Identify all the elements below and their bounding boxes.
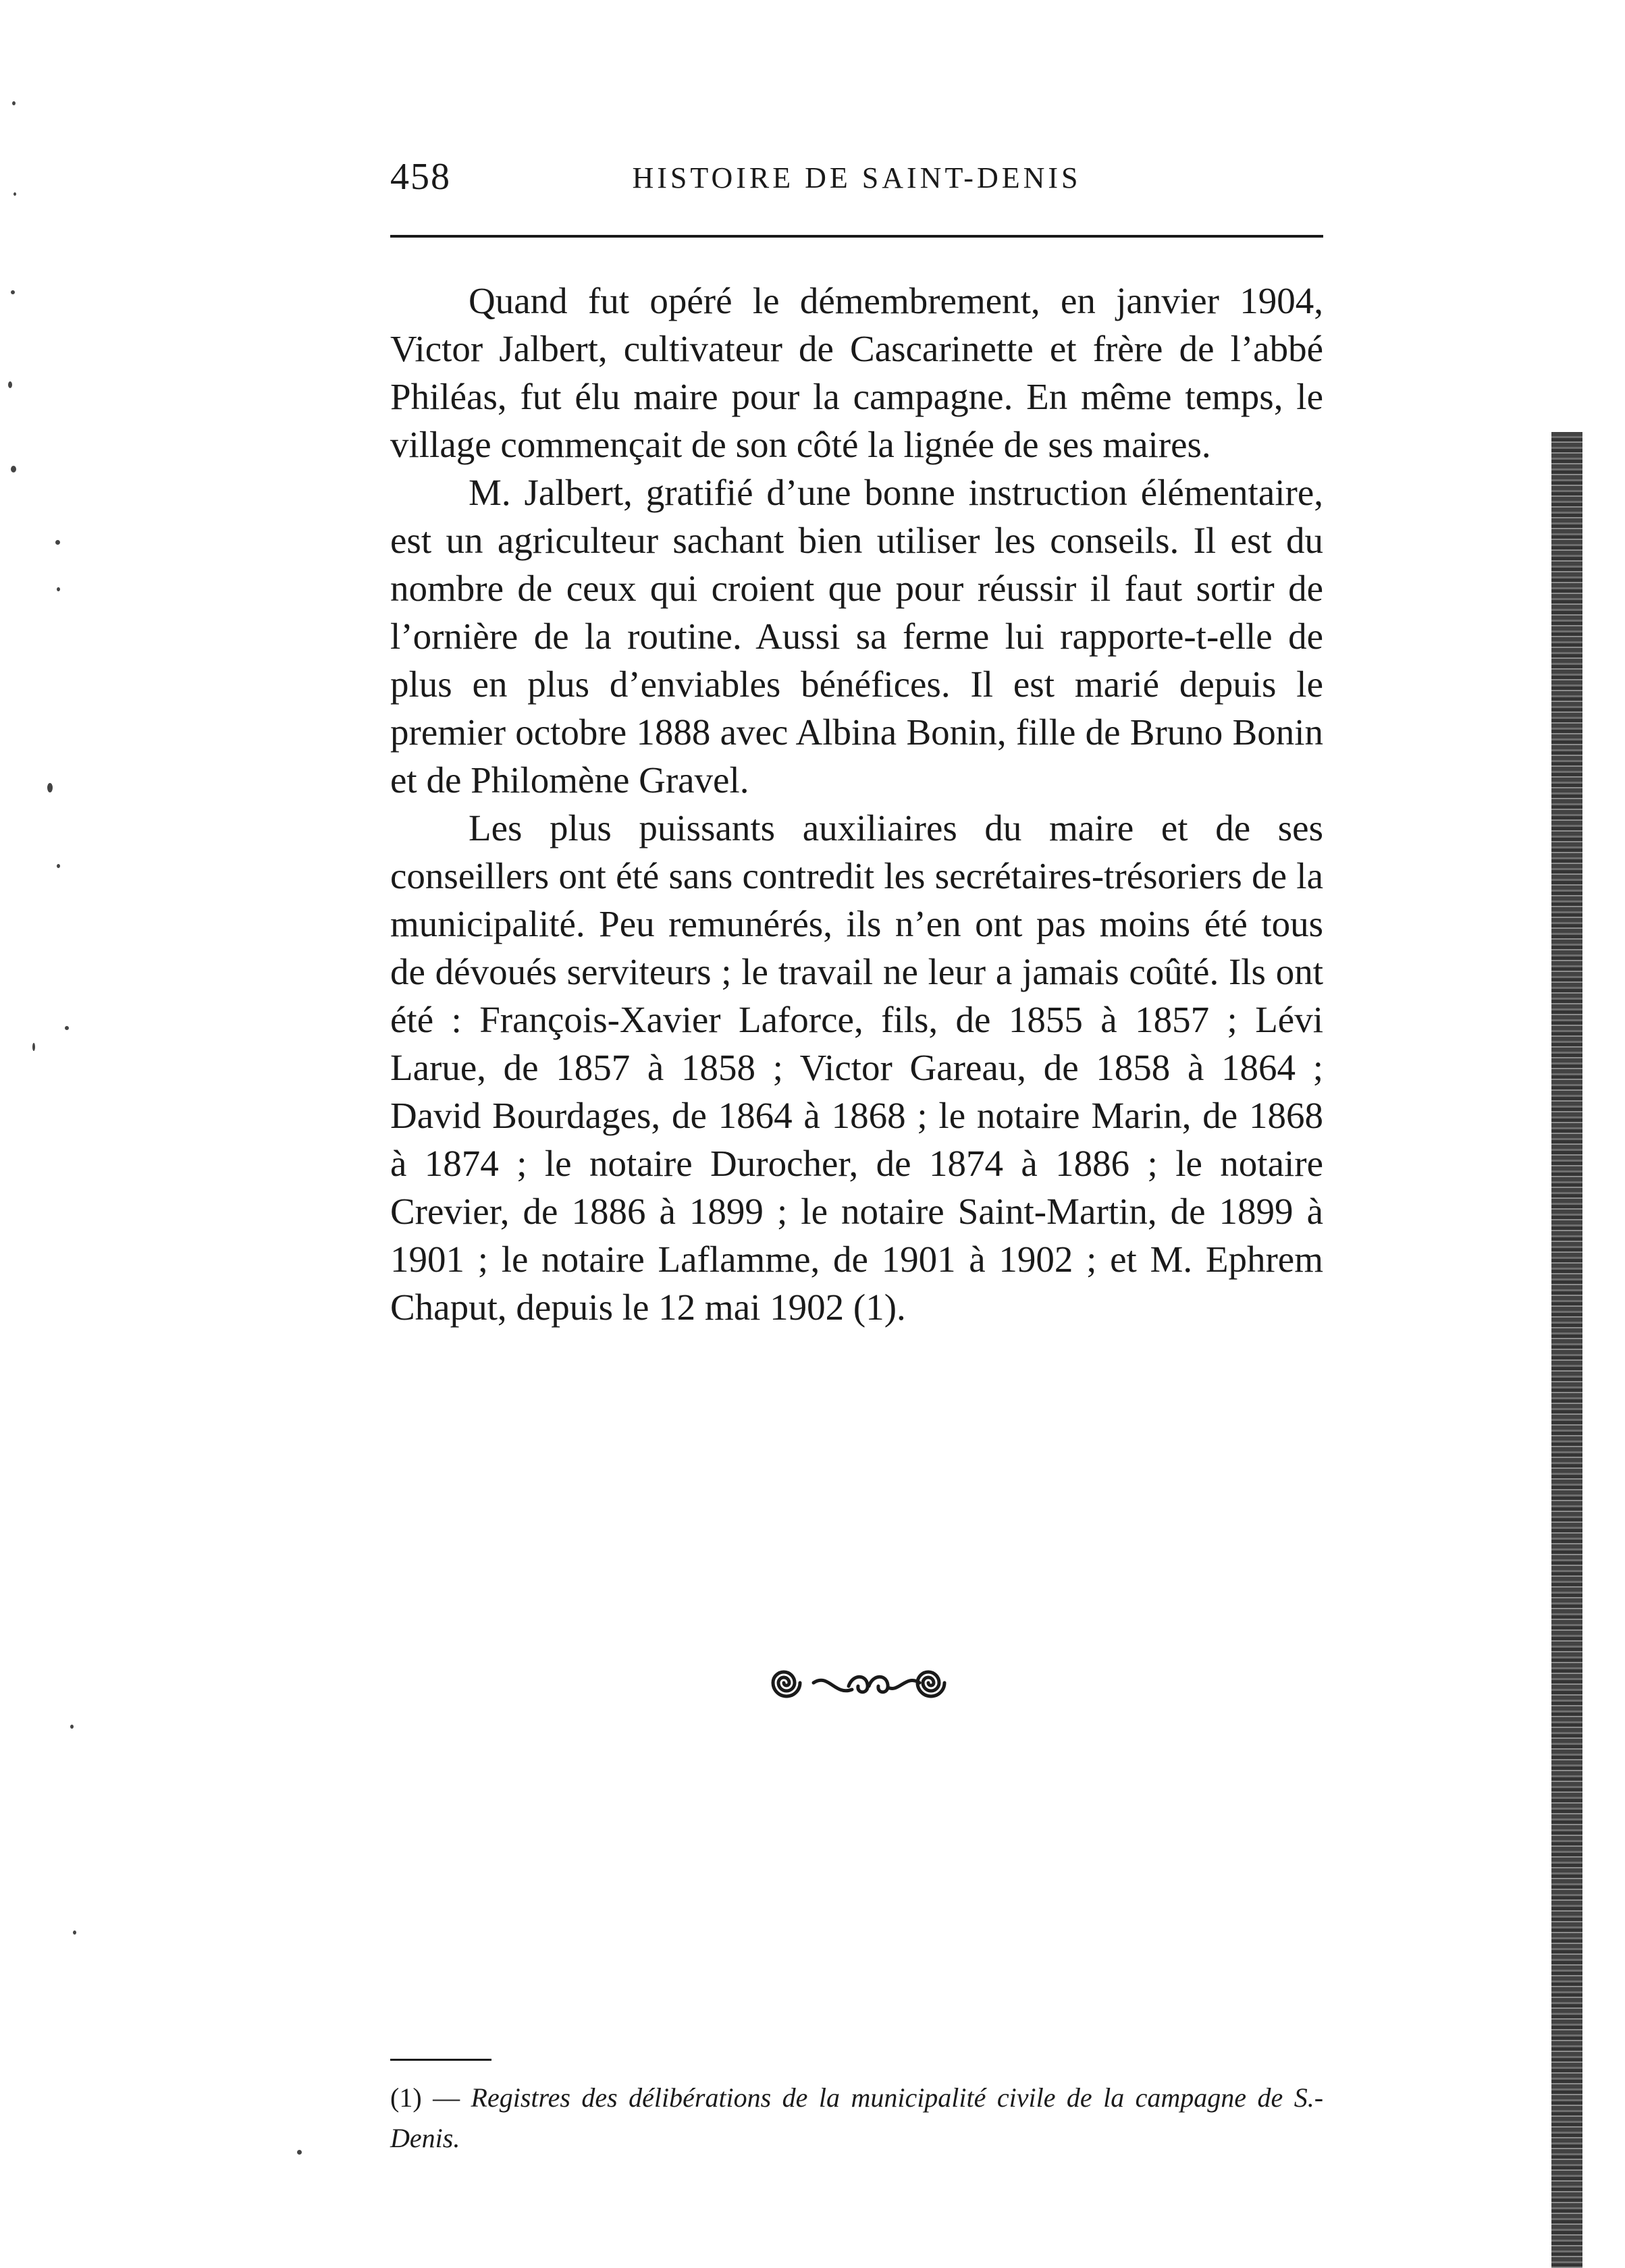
scan-speck [8,381,12,388]
page-number: 458 [390,156,451,198]
footnote-rule [390,2059,491,2061]
paragraph-3: Les plus puissants auxiliaires du maire et de ses conseillers ont été sans contredit les secrétaires-trésoriers de la municipalité. Peu remunérés, ils n’en ont pas moins été tous de dévoués serviteurs ; le travail ne leur a jamais coûté. Ils ont été : François-Xavier Laforce, fils, de 1855 à 1857 ; Lévi Larue, de 1857 à 1858 ; Victor Gareau, de 1858 à 1864 ; David Bourdages, de 1864 à 1868 ; le notaire Marin, de 1868 à 1874 ; le notaire Durocher, de 1874 à 1886 ; le notaire Crevier, de 1886 à 1899 ; le notaire Saint-Martin, de 1899 à 1901 ; le notaire Laflamme, de 1901 à 1902 ; et M. Ephrem Chaput, depuis le 12 mai 1902 (1). [390,807,1323,1328]
scan-speck [297,2150,302,2155]
scan-speck [12,101,16,105]
header-rule [390,235,1323,238]
scan-speck [65,1026,69,1030]
footnote-text: Registres des délibérations de la municipalité civile de la campagne de S.-Denis. [390,2082,1324,2153]
footnote [390,2078,1323,2159]
scan-speck [32,1043,35,1051]
footnote-marker: (1) — [390,2082,460,2113]
scan-speck [11,466,16,473]
scan-speck [11,290,15,294]
running-header [390,155,1323,209]
paragraph-2: M. Jalbert, gratifié d’une bonne instruction élémentaire, est un agriculteur sachant bien utiliser les conseils. Il est du nombre de ceux qui croient que pour réussir il faut sortir de l’ornière de la routine. Aussi sa ferme lui rapporte-t-elle de plus en plus d’enviables bénéfices. Il est marié depuis le premier octobre 1888 avec Albina Bonin, fille de Bruno Bonin et de Philomène Gravel. [390,472,1323,801]
scan-speck [47,783,53,792]
binding-edge [1551,432,1582,2268]
scan-speck [57,587,60,591]
scroll-ornament-icon [761,1659,957,1706]
scan-speck [14,192,16,196]
running-title: HISTOIRE DE SAINT-DENIS [632,161,1082,194]
paragraph-1: Quand fut opéré le démembrement, en janvier 1904, Victor Jalbert, cultivateur de Cascarinette et frère de l’abbé Philéas, fut élu maire pour la campagne. En même temps, le village commençait de son côté la lignée de ses maires. [390,280,1323,465]
scan-speck [73,1931,76,1935]
body-text [390,277,1323,1331]
scan-speck [57,864,60,868]
scan-speck [70,1725,74,1729]
scan-speck [55,540,60,545]
